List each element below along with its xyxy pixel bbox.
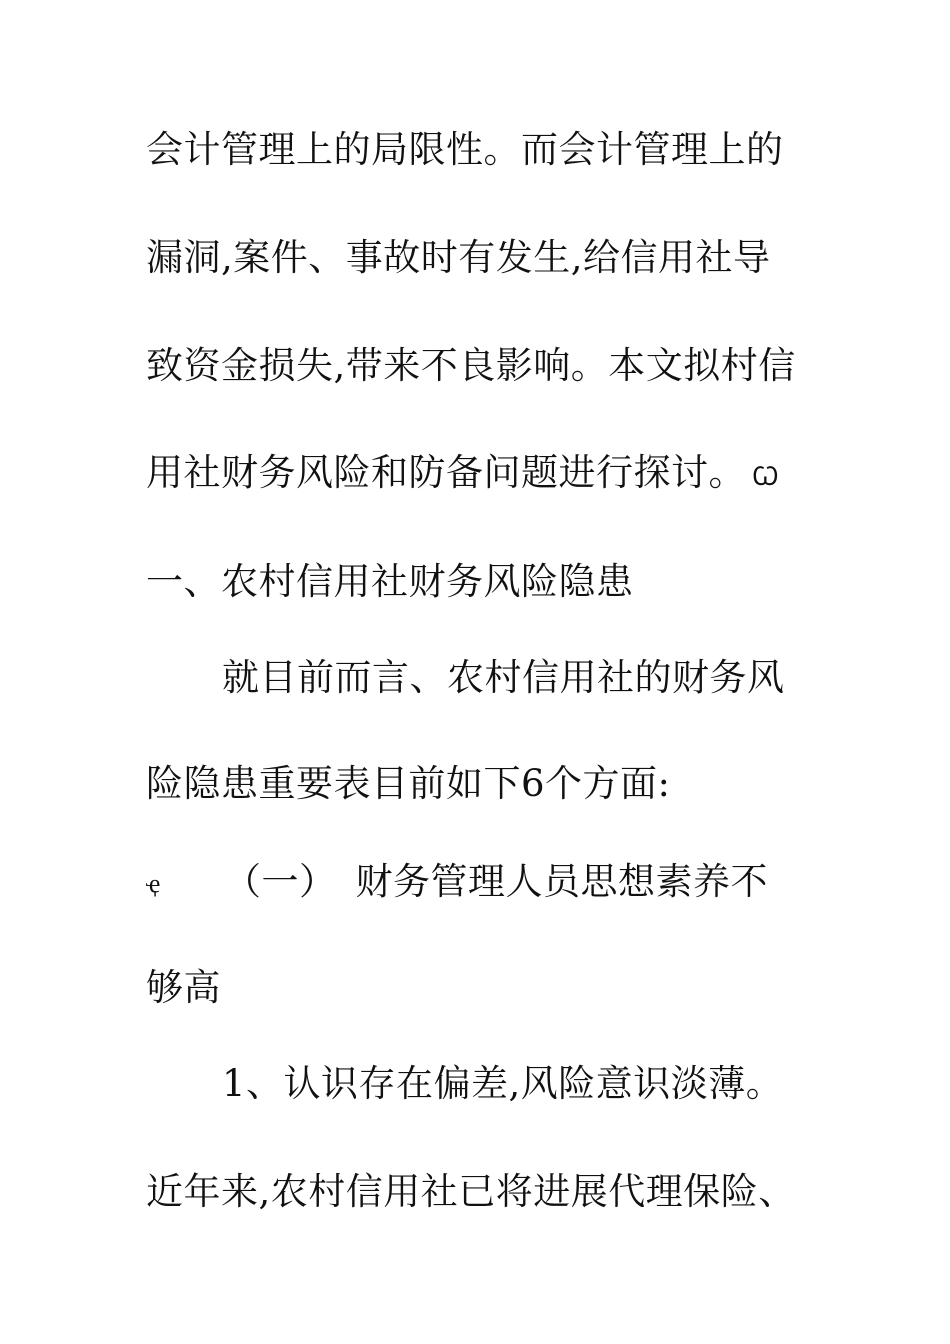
- subsection-heading-content: （一） 财务管理人员思想素养不: [224, 860, 768, 903]
- text-line-2-content: 漏洞,案件、事故时有发生,给信用社导: [146, 236, 771, 279]
- list-marker-icon: ҿ: [146, 869, 161, 899]
- text-line-1-content: 会计管理上的局限性。而会计管理上的: [146, 128, 784, 171]
- text-line-3: [146, 344, 826, 388]
- paragraph-mark-icon: Ꞷ: [752, 462, 780, 492]
- text-line-4: [146, 451, 826, 499]
- text-line-3-content: 致资金损失,带来不良影响。本文拟村信: [146, 344, 796, 387]
- text-line-7-content: 险隐患重要表目前如下6个方面:: [146, 762, 671, 805]
- text-line-6-content: 就目前而言、农村信用社的财务风: [222, 656, 785, 699]
- section-heading: [146, 560, 826, 604]
- text-line-4-content: 用社财务风险和防备问题进行探讨。: [146, 451, 746, 494]
- subsection-heading-continued: [146, 966, 826, 1010]
- text-line-11: [146, 1170, 826, 1214]
- text-line-11-content: 近年来,农村信用社已将进展代理保险、: [146, 1170, 796, 1213]
- text-line-6: [222, 656, 902, 700]
- text-line-2: [146, 236, 826, 280]
- subsection-heading-continued-content: 够高: [146, 966, 221, 1009]
- text-line-7: [146, 762, 826, 806]
- subsection-heading: [224, 860, 904, 904]
- text-line-10-content: 1、认识存在偏差,风险意识淡薄。: [222, 1062, 784, 1105]
- text-line-10: [222, 1062, 902, 1106]
- section-heading-content: 一、农村信用社财务风险隐患: [146, 560, 634, 603]
- text-line-1: [146, 128, 826, 172]
